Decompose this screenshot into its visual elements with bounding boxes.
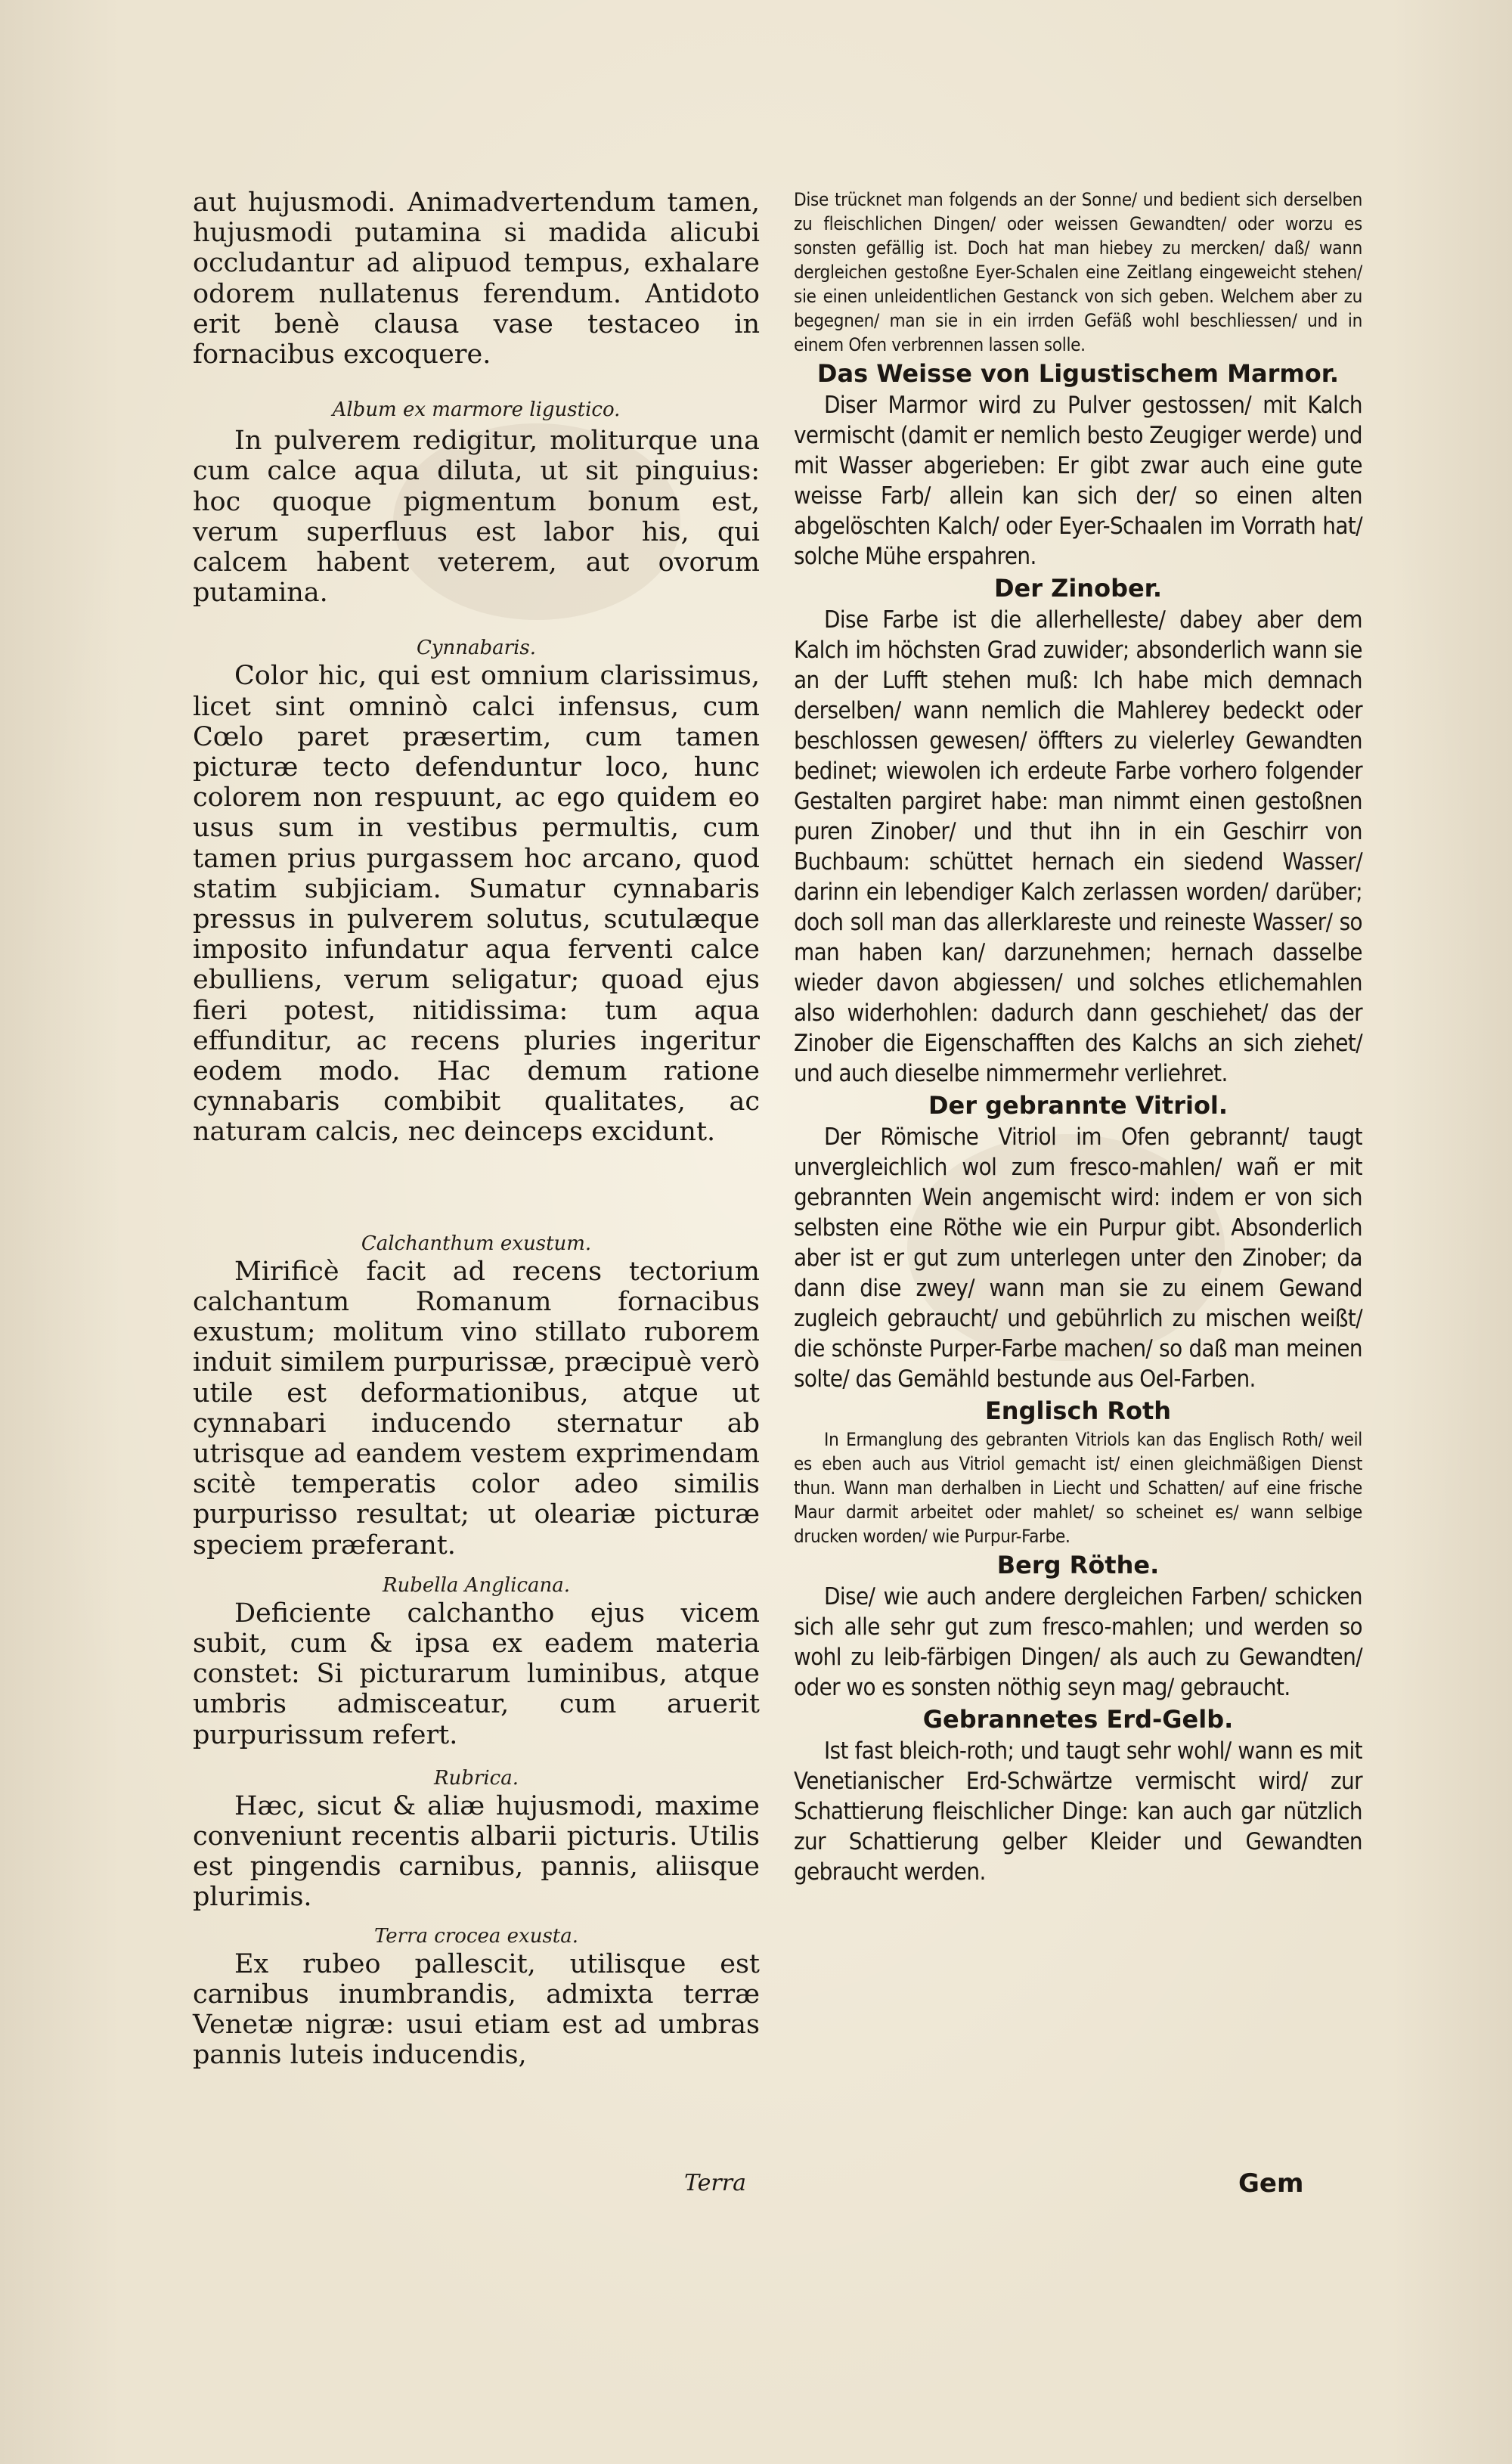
german-catchword: Gem <box>1238 2168 1304 2199</box>
german-heading-englisch-roth: Englisch Roth <box>984 1396 1172 1425</box>
german-heading-erd-gelb: Gebrannetes Erd-Gelb. <box>922 1705 1234 1734</box>
german-paragraph-1: Dise trücknet man folgends an der Sonne/ und bedient sich derselben zu fleischlichen Dingen/ oder weissen Gewandten/ oder worzu es sonsten gefällig ist. Doch hat man hiebey zu mercken/ daß/ wann dergleichen gestoßne Eyer-Schalen eine Zeitlang eingeweicht stehen/ sie einen unleidentlichen Gestanck von sich geben. Welchem aber zu begegnen/ man sie in ein irrden Gefäß wohl beschliessen/ und in einem Ofen verbrennen lassen solle. <box>794 189 1362 355</box>
latin-heading-cynnabaris: Cynnabaris. <box>416 637 537 660</box>
latin-paragraph-4: Mirificè facit ad recens tectorium calchantum Romanum fornacibus exustum; molitum vino stillato ruborem induit similem purpurissæ, præcipuè verò utile est deformationibus, atque ut cynnabari inducendo sternatur ab utrisque ad eandem vestem exprimendam scitè temperatis color adeo similis purpurisso resultat; ut oleariæ picturæ speciem præferant. <box>193 1256 760 1561</box>
german-heading-weisse: Das Weisse von Ligustischem Marmor. <box>816 359 1340 388</box>
german-heading-berg-roethe: Berg Röthe. <box>996 1551 1160 1579</box>
latin-paragraph-1: aut hujusmodi. Animadvertendum tamen, hujusmodi putamina si madida alicubi occludantur ad alipuod tempus, exhalare odorem nullatenus ferendum. Antidoto erit benè clausa vase testaceo in fornacibus excoquere. <box>193 188 760 370</box>
latin-column <box>193 188 760 2070</box>
german-heading-vitriol: Der gebrannte Vitriol. <box>928 1091 1228 1120</box>
german-column <box>794 188 1362 1887</box>
latin-heading-rubrica: Rubrica. <box>433 1766 519 1790</box>
german-paragraph-5: In Ermanglung des gebranten Vitriols kan das Englisch Roth/ weil es eben auch aus Vitriol gemacht ist/ einen gleichmäßigen Dienst thun. Wann man derhalben in Liecht und Schatten/ auf eine frische Maur darmit arbeitet oder mahlet/ so scheinet es/ wann selbige drucken worden/ wie Purpur-Farbe. <box>794 1429 1362 1547</box>
german-heading-zinober: Der Zinober. <box>993 574 1163 603</box>
german-paragraph-7: Ist fast bleich-roth; und taugt sehr wohl/ wann es mit Venetianischer Erd-Schwärtze vermischt wird/ zur Schattierung fleischlicher Dinge: kan auch gar nützlich zur Schattierung gelber Kleider und Gewandten gebraucht werden. <box>794 1737 1362 1886</box>
latin-paragraph-6: Hæc, sicut & aliæ hujusmodi, maxime conveniunt recentis albarii picturis. Utilis est pingendis carnibus, pannis, aliisque plurimis. <box>193 1790 760 1913</box>
latin-heading-calchanthum: Calchanthum exustum. <box>361 1232 592 1255</box>
latin-paragraph-5: Deficiente calchantho ejus vicem subit, cum & ipsa ex eadem materia constet: Si picturarum luminibus, atque umbris admisceatur, cum aruerit purpurissum refert. <box>193 1598 760 1750</box>
latin-paragraph-3: Color hic, qui est omnium clarissimus, licet sint omninò calci infensus, cum Cœlo paret præsertim, cum tamen picturæ tecto defenduntur loco, hunc colorem non respuunt, ac ego quidem eo usus sum in vestibus permultis, cum tamen prius purgassem hoc arcano, quod statim subjiciam. Sumatur cynnabaris pressus in pulverem solutus, scutulæque imposito infundatur aqua ferventi calce ebulliens, verum seligatur; quoad ejus fieri potest, nitidissima: tum aqua effunditur, ac recens pluries ingeritur eodem modo. Hac demum ratione cynnabaris combibit qualitates, ac naturam calcis, nec deinceps excidunt. <box>193 661 760 1148</box>
latin-paragraph-2: In pulverem redigitur, moliturque una cum calce aqua diluta, ut sit pinguius: hoc quoque pigmentum bonum est, verum superfluus est labor his, qui calcem habent veterem, aut ovorum putamina. <box>193 426 760 609</box>
german-paragraph-3: Dise Farbe ist die allerhelleste/ dabey aber dem Kalch im höchsten Grad zuwider; absonderlich wann sie an der Lufft stehen muß: Ich habe mich demnach derselben/ wann nemlich die Mahlerey bedeckt oder beschlossen gewesen/ öffters zu vielerley Gewandten bedinet; wiewolen ich erdeute Farbe vorhero folgender Gestalten pargiret habe: man nimmt einen gestoßnen puren Zinober/ und thut ihn in ein Geschirr von Buchbaum: schüttet hernach ein siedend Wasser/ darinn ein lebendiger Kalch zerlassen worden/ darüber; doch soll man das allerklareste und reineste Wasser/ so man haben kan/ darzunehmen; hernach dasselbe wieder davon abgiessen/ und solches etlichemahlen also widerhohlen: dadurch dann geschiehet/ das der Zinober die Eigenschafften des Kalchs an sich ziehet/ und auch dieselbe nimmermehr verliehret. <box>794 606 1362 1087</box>
latin-catchword: Terra <box>684 2170 747 2196</box>
latin-heading-terra-crocea: Terra crocea exusta. <box>373 1924 579 1948</box>
latin-heading-rubella: Rubella Anglicana. <box>382 1573 571 1597</box>
latin-heading-album: Album ex marmore ligustico. <box>332 398 621 422</box>
german-paragraph-6: Dise/ wie auch andere dergleichen Farben/ schicken sich alle sehr gut zum fresco-mahlen; und werden so wohl zu leib-färbigen Dingen/ als auch zu Gewandten/ oder wo es sonsten nöthig seyn mag/ gebraucht. <box>794 1583 1362 1701</box>
german-paragraph-2: Diser Marmor wird zu Pulver gestossen/ mit Kalch vermischt (damit er nemlich besto Zeugiger werde) und mit Wasser abgerieben: Er gibt zwar auch eine gute weisse Farb/ allein kan sich der/ so einen alten abgelöschten Kalch/ oder Eyer-Schaalen im Vorrath hat/ solche Mühe erspahren. <box>794 392 1362 570</box>
latin-paragraph-7: Ex rubeo pallescit, utilisque est carnibus inumbrandis, admixta terræ Venetæ nigræ: usui etiam est ad umbras pannis luteis inducendis, <box>193 1948 760 2071</box>
german-paragraph-4: Der Römische Vitriol im Ofen gebrannt/ taugt unvergleichlich wol zum fresco-mahlen/ wañ er mit gebrannten Wein angemischt wird: indem er von sich selbsten eine Röthe wie ein Purpur gibt. Absonderlich aber ist er gut zum unterlegen unter den Zinober; da dann dise zwey/ wann man sie zu einem Gewand zugleich gebraucht/ und gebührlich zu mischen weißt/ die schönste Purper-Farbe machen/ so daß man meinen solte/ das Gemähld bestunde aus Oel-Farben. <box>794 1124 1362 1393</box>
